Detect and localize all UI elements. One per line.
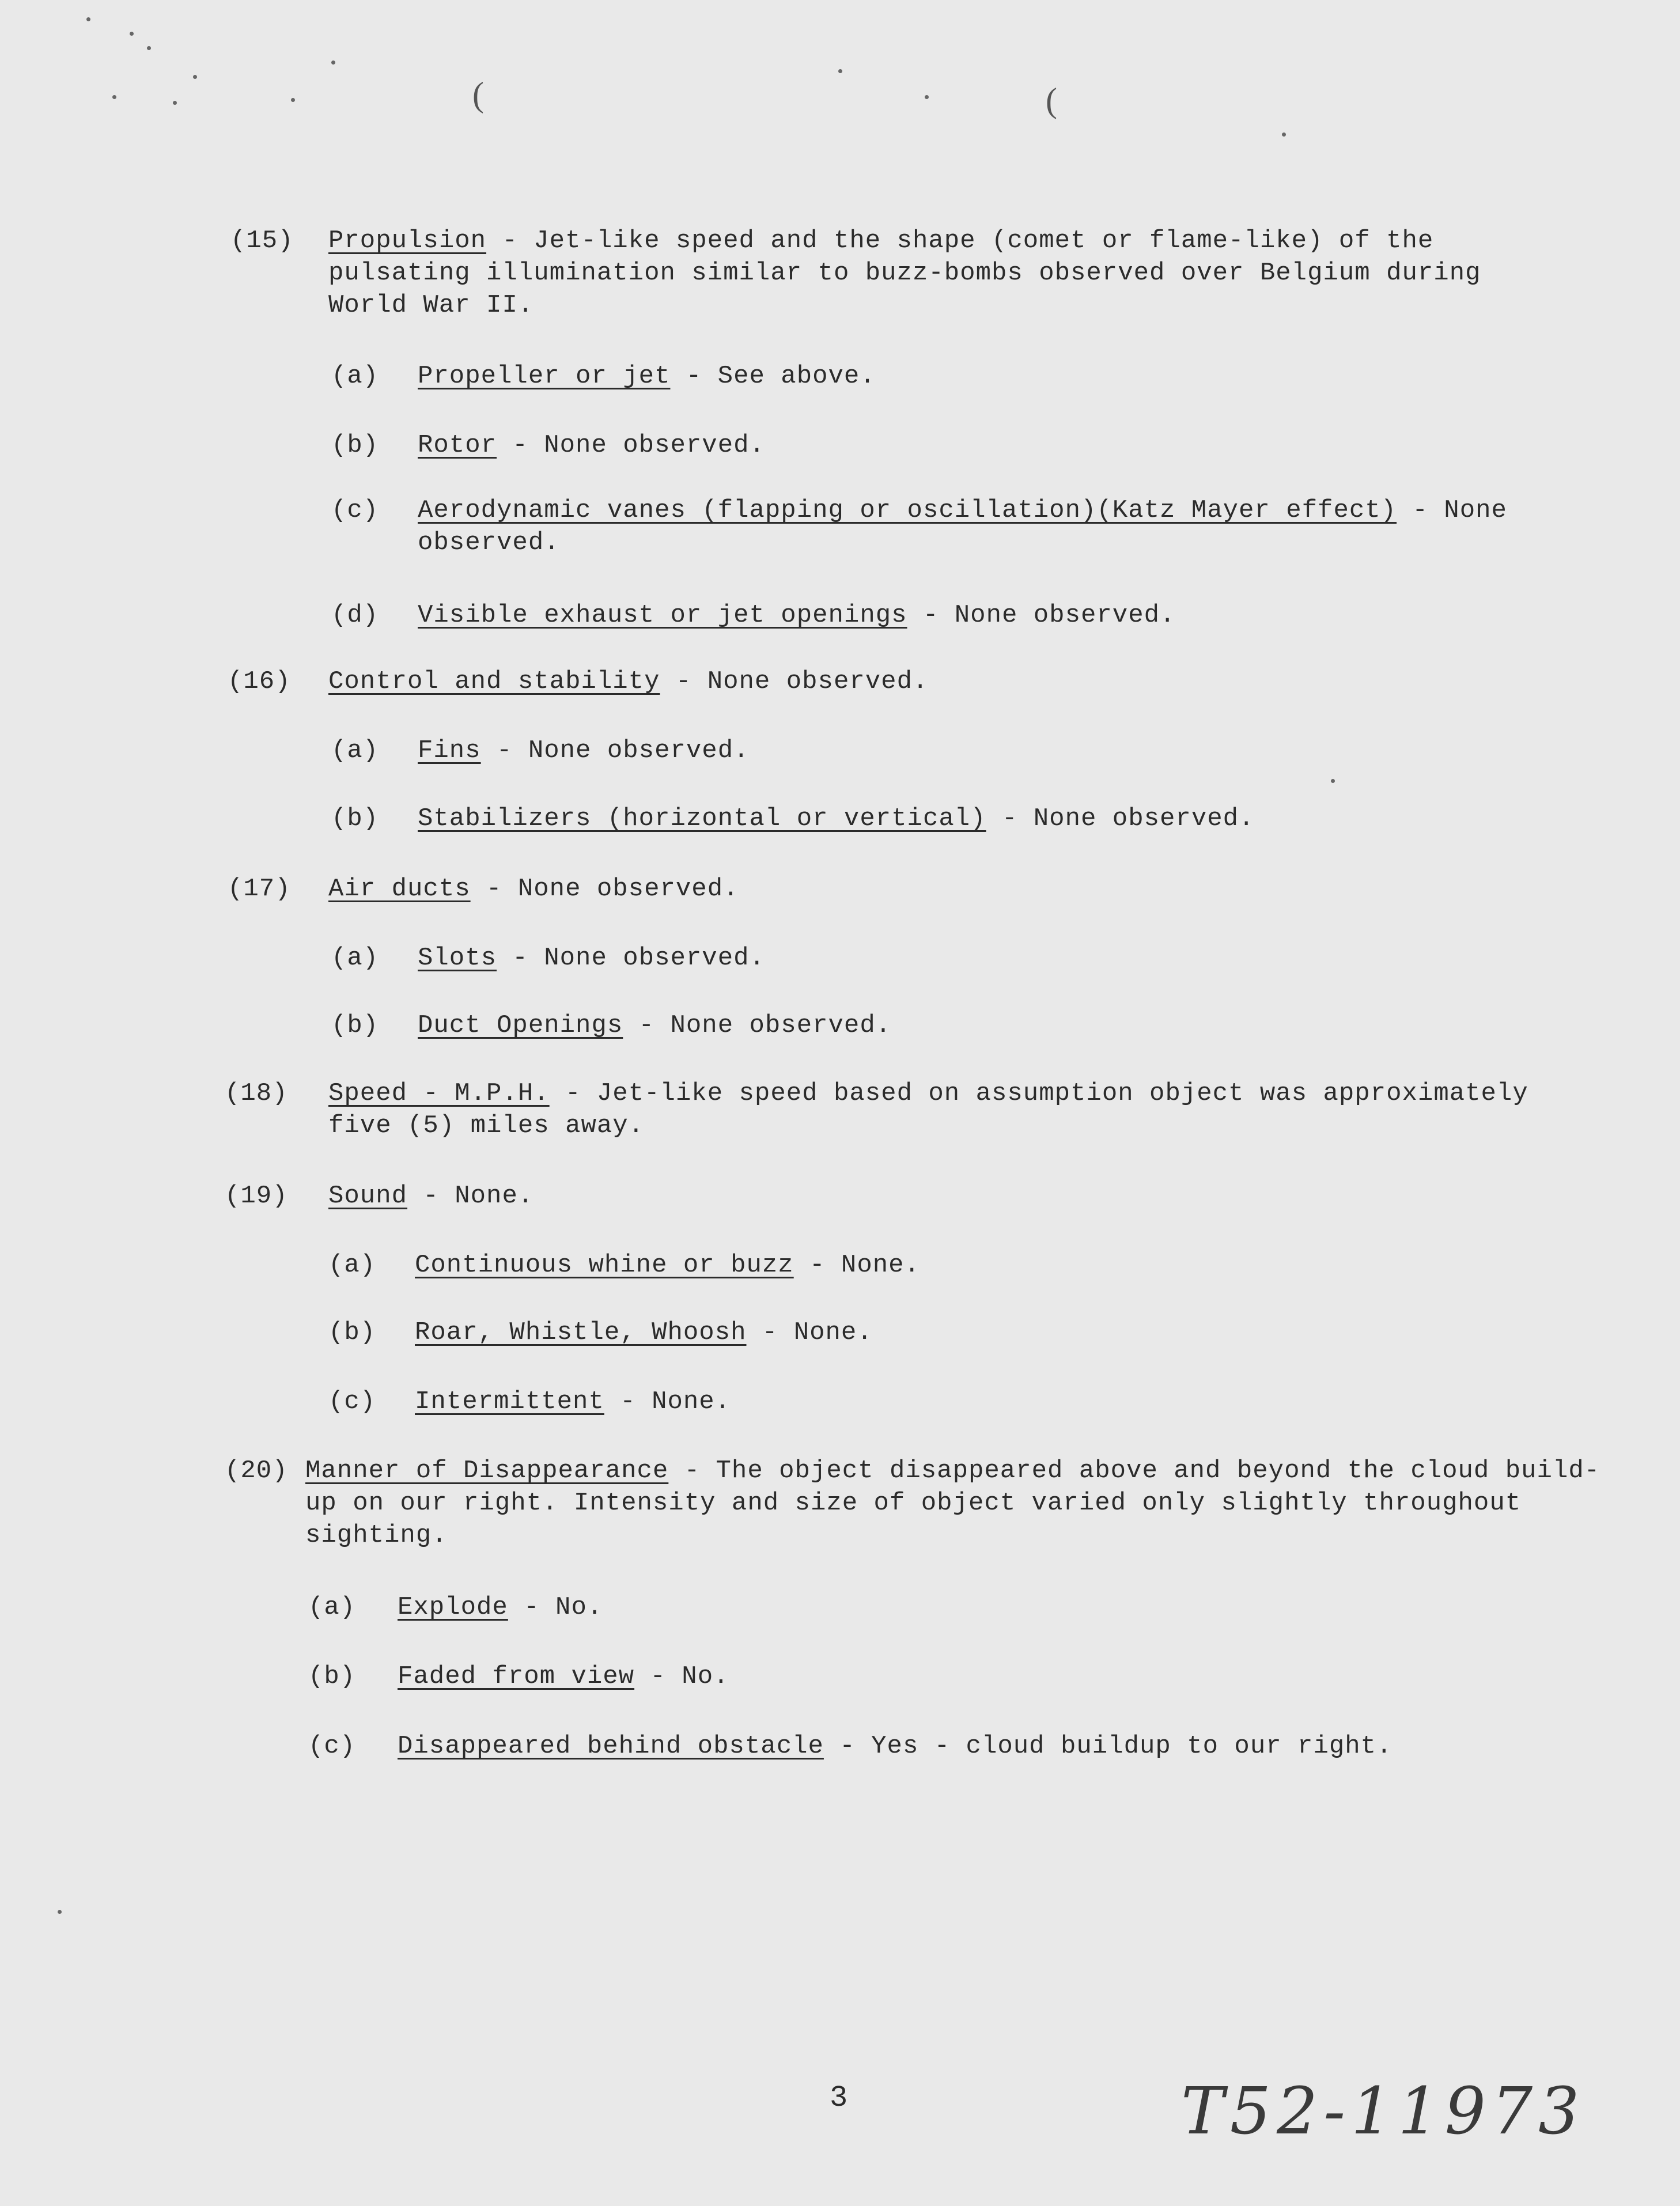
entry-text: - Yes - cloud buildup to our right. xyxy=(823,1732,1393,1761)
speck xyxy=(58,1910,62,1914)
entry-heading: Propulsion xyxy=(328,226,487,255)
entry-number: (b) xyxy=(331,431,379,460)
entry-text: - No. xyxy=(634,1662,729,1691)
speck xyxy=(291,98,295,102)
speck xyxy=(331,60,335,65)
entry-body xyxy=(418,494,1541,559)
entry-number: (16) xyxy=(228,667,291,696)
speck xyxy=(838,69,842,73)
entry-heading: Aerodynamic vanes (flapping or oscillation)(Katz Mayer effect) xyxy=(418,496,1397,525)
entry-body xyxy=(328,1180,1573,1212)
entry-body xyxy=(398,1591,1550,1624)
entry-text: - Jet-like speed and the shape (comet or flame-like) of the pulsating illumination similar to buzz-bombs observed over Belgium during World War II. xyxy=(328,226,1481,320)
entry-body xyxy=(418,599,1558,631)
entry-heading: Continuous whine or buzz xyxy=(415,1251,794,1280)
entry-number: (a) xyxy=(331,362,379,391)
entry-heading: Air ducts xyxy=(328,875,471,903)
entry-text: - None observed. xyxy=(480,736,750,765)
entry-text: - None. xyxy=(604,1387,731,1416)
entry-body xyxy=(328,665,1573,698)
entry-body xyxy=(418,803,1558,835)
speck xyxy=(925,95,929,99)
entry-heading: Control and stability xyxy=(328,667,660,696)
entry-body xyxy=(415,1316,1556,1349)
entry-heading: Manner of Disappearance xyxy=(305,1456,669,1485)
entry-text: - None. xyxy=(407,1182,534,1210)
entry-heading: Propeller or jet xyxy=(418,362,671,391)
entry-number: (c) xyxy=(328,1387,376,1416)
entry-body xyxy=(418,360,1558,392)
entry-number: (b) xyxy=(308,1662,356,1691)
entry-text: - None. xyxy=(793,1251,920,1280)
entry-text: - See above. xyxy=(670,362,876,391)
entry-number: (a) xyxy=(331,944,379,973)
entry-body xyxy=(415,1249,1556,1281)
entry-body xyxy=(328,873,1573,905)
entry-text: - None observed. xyxy=(418,496,1507,557)
entry-text: - None observed. xyxy=(623,1011,892,1040)
entry-heading: Sound xyxy=(328,1182,408,1210)
paren-mark: ( xyxy=(472,75,484,113)
entry-number: (b) xyxy=(331,1011,379,1040)
speck xyxy=(1282,133,1286,137)
entry-text: - Jet-like speed based on assumption object was approximately five (5) miles away. xyxy=(328,1079,1528,1140)
entry-body xyxy=(328,225,1573,321)
entry-number: (c) xyxy=(308,1732,356,1761)
entry-text: - None observed. xyxy=(660,667,929,696)
speck xyxy=(1331,779,1335,783)
entry-heading: Fins xyxy=(418,736,481,765)
entry-text: - None. xyxy=(746,1318,873,1347)
entry-number: (a) xyxy=(308,1593,356,1622)
entry-number: (20) xyxy=(225,1456,288,1485)
entry-body xyxy=(398,1730,1550,1762)
entry-number: (15) xyxy=(230,226,294,255)
entry-body xyxy=(418,1009,1558,1042)
entry-heading: Rotor xyxy=(418,431,497,460)
entry-number: (d) xyxy=(331,601,379,630)
entry-heading: Duct Openings xyxy=(418,1011,623,1040)
entry-heading: Stabilizers (horizontal or vertical) xyxy=(418,804,986,833)
entry-body xyxy=(418,942,1558,974)
entry-text: - No. xyxy=(508,1593,603,1622)
entry-number: (a) xyxy=(328,1251,376,1280)
speck xyxy=(173,101,177,105)
entry-heading: Explode xyxy=(398,1593,508,1622)
speck xyxy=(193,75,197,79)
entry-text: - None observed. xyxy=(907,601,1176,630)
entry-number: (b) xyxy=(328,1318,376,1347)
entry-heading: Roar, Whistle, Whoosh xyxy=(415,1318,747,1347)
entry-number: (19) xyxy=(225,1182,288,1210)
entry-heading: Disappeared behind obstacle xyxy=(398,1732,824,1761)
speck xyxy=(112,95,116,99)
entry-body xyxy=(415,1386,1556,1418)
page-number: 3 xyxy=(830,2081,848,2115)
entry-body xyxy=(328,1077,1579,1142)
entry-heading: Speed - M.P.H. xyxy=(328,1079,550,1108)
entry-number: (b) xyxy=(331,804,379,833)
entry-body xyxy=(398,1660,1550,1693)
entry-body xyxy=(418,429,1558,461)
document-id: T52-11973 xyxy=(1181,2074,1586,2149)
speck xyxy=(86,17,90,21)
paren-mark: ( xyxy=(1046,81,1057,119)
entry-number: (a) xyxy=(331,736,379,765)
entry-number: (c) xyxy=(331,496,379,525)
entry-number: (18) xyxy=(225,1079,288,1108)
entry-text: - The object disappeared above and beyond the cloud build-up on our right. Intensity and size of object varied only slightly throughout sighting. xyxy=(305,1456,1600,1550)
entry-number: (17) xyxy=(228,875,291,903)
entry-body xyxy=(418,735,1558,767)
entry-heading: Faded from view xyxy=(398,1662,635,1691)
entry-text: - None observed. xyxy=(470,875,739,903)
entry-text: - None observed. xyxy=(986,804,1255,833)
speck xyxy=(147,46,151,50)
entry-heading: Visible exhaust or jet openings xyxy=(418,601,907,630)
entry-heading: Intermittent xyxy=(415,1387,604,1416)
entry-text: - None observed. xyxy=(497,431,765,460)
entry-heading: Slots xyxy=(418,944,497,973)
speck xyxy=(130,32,134,36)
entry-body xyxy=(305,1455,1619,1552)
entry-text: - None observed. xyxy=(497,944,765,973)
